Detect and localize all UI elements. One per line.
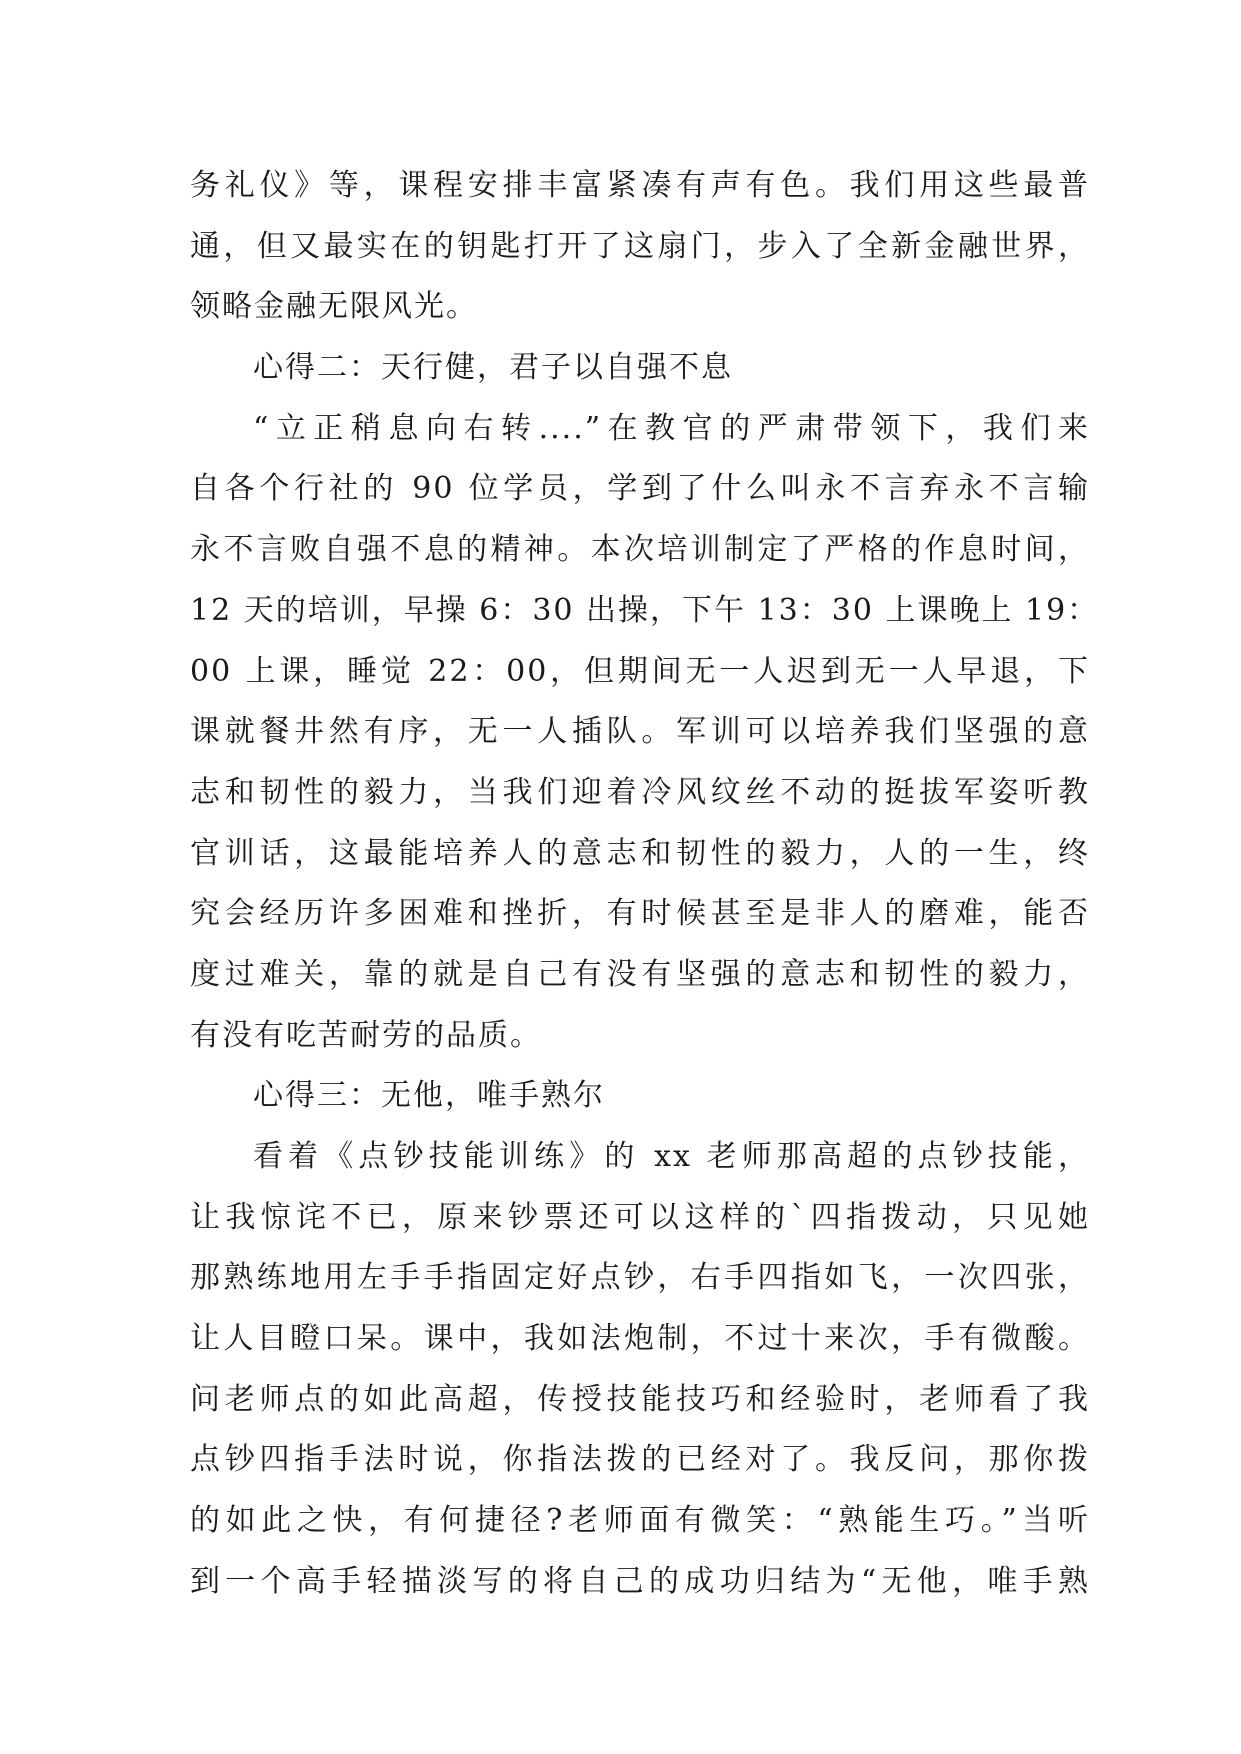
- text-line: 那熟练地用左手手指固定好点钞，右手四指如飞，一次四张，: [190, 1260, 1090, 1296]
- text-line: 领略金融无限风光。: [190, 289, 478, 325]
- text-line: 到一个高手轻描淡写的将自己的成功归结为“无他，唯手熟: [190, 1563, 1090, 1599]
- text-line: 让我惊诧不已，原来钞票还可以这样的`四指拨动，只见她: [190, 1199, 1090, 1235]
- text-line: 的如此之快，有何捷径?老师面有微笑：“熟能生巧。”当听: [190, 1503, 1090, 1539]
- paragraph-first-line: 心得三：无他，唯手熟尔: [253, 1078, 605, 1114]
- text-line: 务礼仪》等，课程安排丰富紧凑有声有色。我们用这些最普: [190, 168, 1090, 203]
- text-line: 度过难关，靠的就是自己有没有坚强的意志和韧性的毅力，: [190, 956, 1090, 992]
- text-line: 问老师点的如此高超，传授技能技巧和经验时，老师看了我: [190, 1381, 1090, 1417]
- text-line: 点钞四指手法时说，你指法拨的已经对了。我反问，那你拨: [190, 1442, 1090, 1478]
- text-line: 永不言败自强不息的精神。本次培训制定了严格的作息时间，: [190, 532, 1090, 568]
- text-line: 有没有吃苦耐劳的品质。: [190, 1017, 542, 1053]
- paragraph-first-line: “立正稍息向右转....”在教官的严肃带领下，我们来: [253, 410, 1090, 446]
- text-line: 课就餐井然有序，无一人插队。军训可以培养我们坚强的意: [190, 714, 1090, 750]
- text-line: 12 天的培训，早操 6：30 出操，下午 13：30 上课晚上 19：: [190, 592, 1100, 628]
- paragraph-first-line: 看着《点钞技能训练》的 xx 老师那高超的点钞技能，: [253, 1139, 1090, 1174]
- text-line: 志和韧性的毅力，当我们迎着冷风纹丝不动的挺拔军姿听教: [190, 774, 1090, 810]
- text-line: 00 上课，睡觉 22：00，但期间无一人迟到无一人早退，下: [190, 653, 1090, 689]
- text-line: 官训话，这最能培养人的意志和韧性的毅力，人的一生，终: [190, 835, 1090, 871]
- text-line: 通，但又最实在的钥匙打开了这扇门，步入了全新金融世界，: [190, 228, 1090, 264]
- body-text: [190, 156, 1100, 1613]
- paragraph-first-line: 心得二：天行健，君子以自强不息: [253, 350, 733, 386]
- text-line: 让人目瞪口呆。课中，我如法炮制，不过十来次，手有微酸。: [190, 1321, 1090, 1357]
- text-line: 究会经历许多困难和挫折，有时候甚至是非人的磨难，能否: [190, 896, 1090, 932]
- text-line: 自各个行社的 90 位学员，学到了什么叫永不言弃永不言输: [190, 471, 1090, 507]
